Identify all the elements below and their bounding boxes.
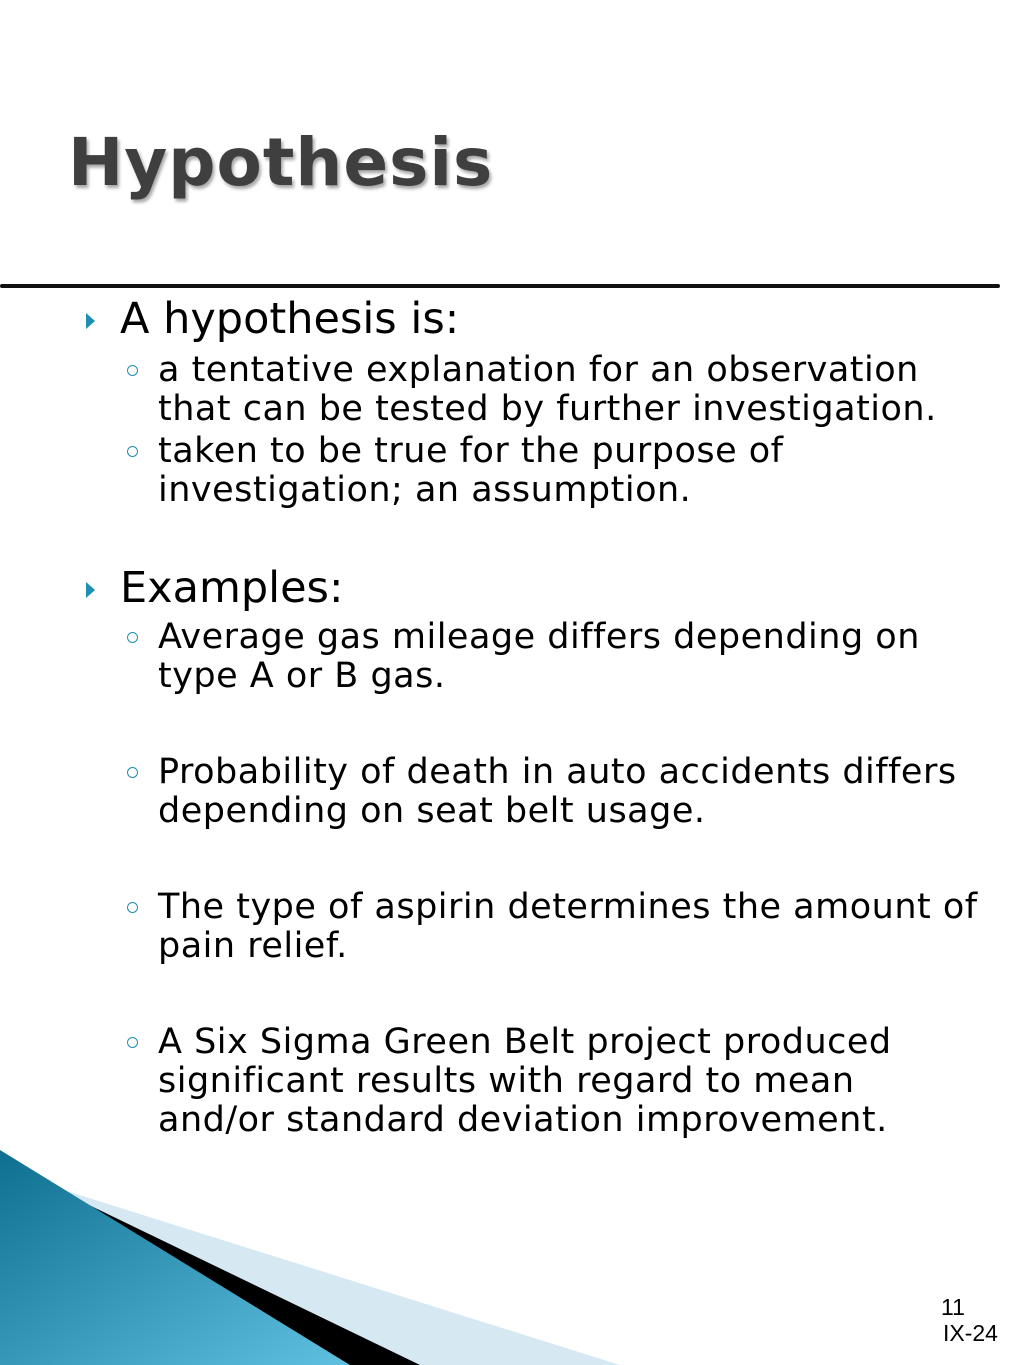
slide-body — [80, 293, 980, 1140]
examples-heading: Examples: — [120, 563, 344, 613]
corner-decoration — [0, 1140, 620, 1365]
definition-point — [80, 351, 980, 429]
hollow-circle-icon — [127, 902, 138, 913]
hollow-circle-icon — [127, 365, 138, 376]
examples-heading-item — [80, 562, 980, 614]
triangle-right-icon — [86, 582, 95, 598]
example-point-text: The type of aspirin determines the amount of pain relief. — [158, 887, 978, 966]
definition-point — [80, 432, 980, 510]
example-point — [80, 888, 980, 966]
definition-heading: A hypothesis is: — [120, 294, 460, 344]
definition-point-text: taken to be true for the purpose of investigation; an assumption. — [158, 431, 784, 510]
title-divider — [0, 284, 1000, 288]
corner-teal-wedge — [0, 1150, 350, 1365]
hollow-circle-icon — [127, 632, 138, 643]
example-point-text: Average gas mileage differs depending on type A or B gas. — [158, 617, 920, 696]
hollow-circle-icon — [127, 446, 138, 457]
definition-section — [80, 293, 980, 510]
hollow-circle-icon — [127, 767, 138, 778]
example-point-text: Probability of death in auto accidents differs depending on seat belt usage. — [158, 752, 957, 831]
triangle-right-icon — [86, 313, 95, 329]
slide-code: IX-24 — [943, 1320, 998, 1346]
page-number: 11 — [941, 1294, 965, 1320]
examples-section — [80, 562, 980, 1140]
hollow-circle-icon — [127, 1037, 138, 1048]
example-point — [80, 753, 980, 831]
example-point — [80, 1023, 980, 1140]
example-point-text: A Six Sigma Green Belt project produced significant results with regard to mean and/or standard deviation improvement. — [158, 1022, 892, 1140]
definition-point-text: a tentative explanation for an observation that can be tested by further investigation. — [158, 350, 937, 429]
definition-heading-item — [80, 293, 980, 345]
slide-title: Hypothesis — [68, 124, 494, 201]
example-point — [80, 618, 980, 696]
